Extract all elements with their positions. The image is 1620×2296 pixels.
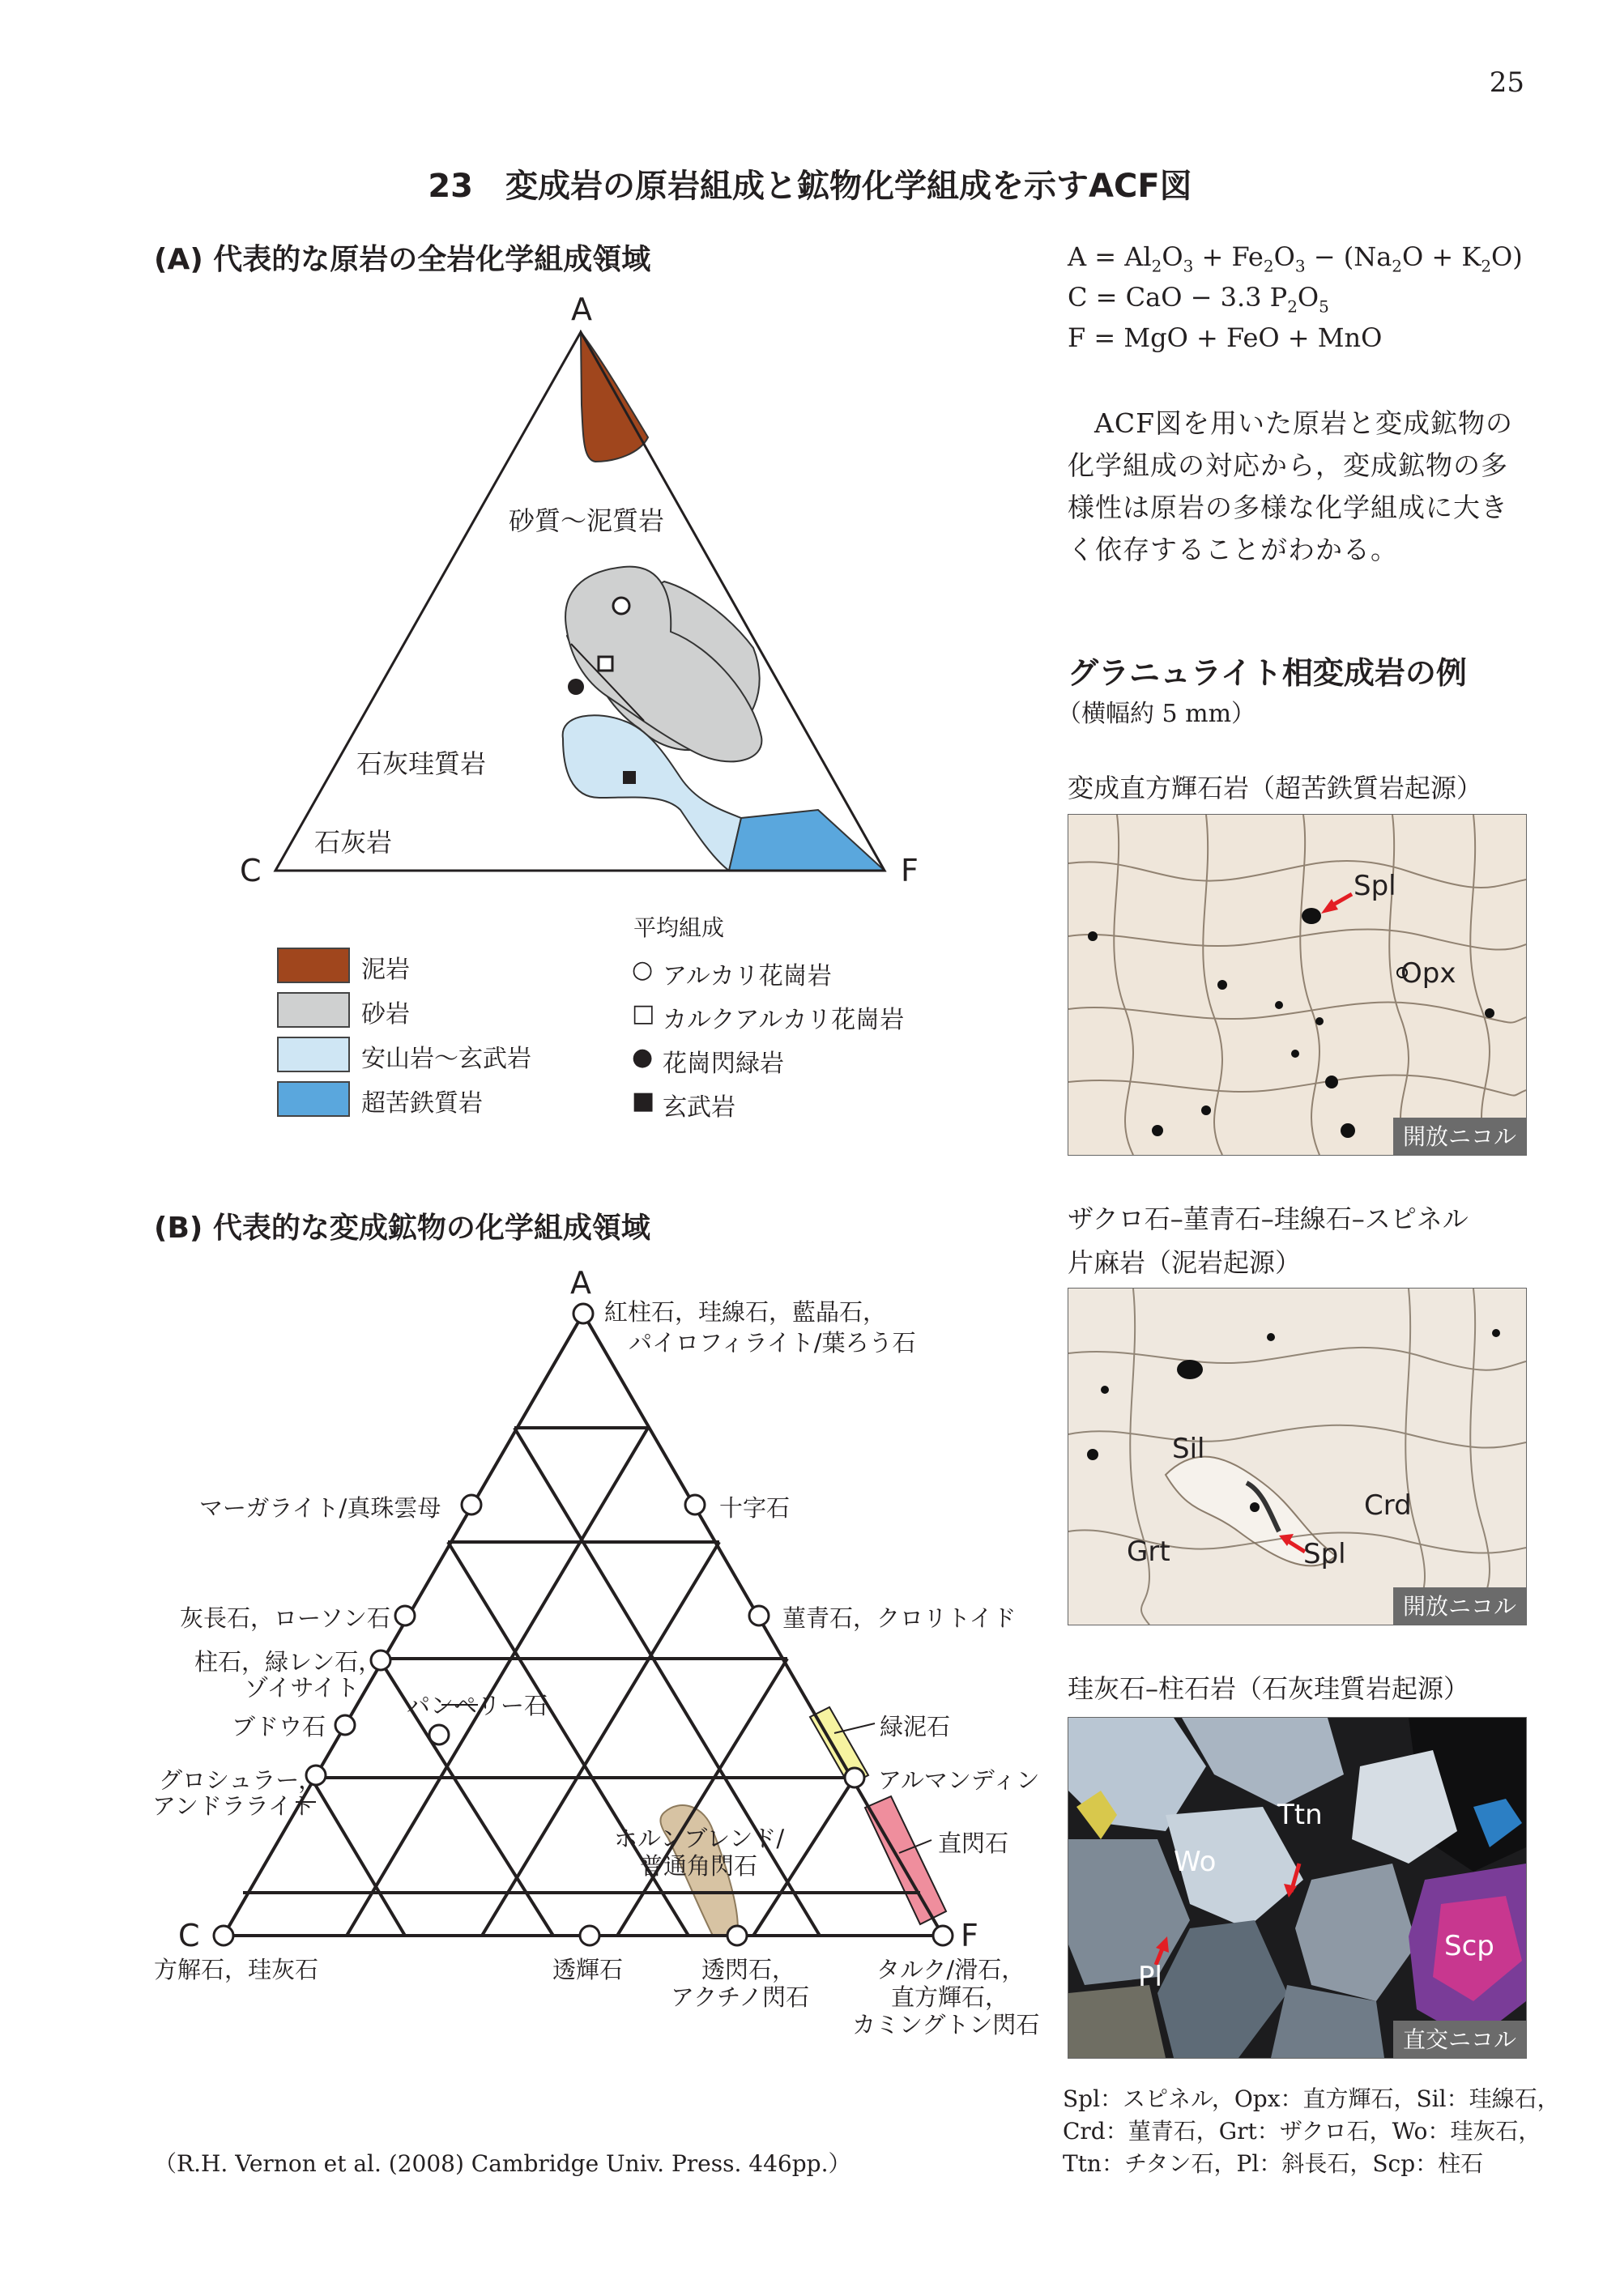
photo2-caption-line1: ザクロ石–菫青石–珪線石–スピネル (1068, 1203, 1469, 1234)
photo3-tag: 直交ニコル (1393, 2021, 1526, 2058)
mineral-hornblende-2: 普通角閃石 (640, 1852, 758, 1880)
photo2-tag: 開放ニコル (1393, 1587, 1526, 1625)
mineral-prehnite: ブドウ石 (232, 1713, 326, 1740)
abbreviation-line: Ttn：チタン石，Pl：斜長石，Scp：柱石 (1063, 2150, 1484, 2177)
granulite-heading: グラニュライト相変成岩の例 (1068, 655, 1467, 691)
mineral-grossular-1: グロシュラー， (159, 1766, 322, 1794)
average-title: 平均組成 (633, 914, 725, 941)
photo2-label-spl: Spl (1303, 1538, 1346, 1570)
average-label-1: カルクアルカリ花崗岩 (663, 1006, 905, 1034)
mineral-pumpellyite: パンペリー石 (407, 1692, 548, 1719)
mineral-almandine: アルマンディン (878, 1766, 1040, 1794)
mineral-tremolite-1: 透閃石， (701, 1956, 796, 1983)
section-a-heading: (A) 代表的な原岩の全岩化学組成領域 (154, 243, 651, 276)
abbreviations (1063, 2083, 1581, 2180)
average-symbol-1: □ (632, 999, 655, 1028)
legend-label-mudstone: 泥岩 (361, 956, 410, 984)
mineral-aluminosilicate-2: パイロフィライト/葉ろう石 (629, 1329, 916, 1357)
photo3-label-ttn: Ttn (1277, 1799, 1323, 1831)
mineral-calcite: 方解石，珪灰石 (154, 1956, 319, 1983)
legend-swatch-ultramafic (277, 1081, 350, 1117)
vertex-c-label: C (240, 853, 262, 888)
legend-label-ultramafic: 超苦鉄質岩 (361, 1089, 483, 1118)
abbreviation-line: Spl：スピネル，Opx：直方輝石，Sil：珪線石， (1063, 2085, 1560, 2112)
formula-c: C = CaO − 3.3 $P_2O_5$ (1068, 282, 1329, 317)
mineral-gedrite: 直閃石 (938, 1830, 1009, 1857)
formula-f: F = MgO + FeO + MnO (1068, 322, 1383, 353)
photo3-caption: 珪灰石–柱石岩（石灰珪質岩起源） (1068, 1673, 1470, 1704)
photo2-label-sil: Sil (1172, 1433, 1205, 1465)
mineral-aluminosilicate-1: 紅柱石，珪線石，藍晶石， (604, 1298, 887, 1326)
granodiorite-marker (568, 679, 584, 695)
gedrite-field (865, 1796, 946, 1924)
b-vertex-a-label: A (570, 1265, 591, 1301)
legend-label-andesite: 安山岩～玄武岩 (361, 1045, 531, 1073)
mineral-epidote-2: ゾイサイト (245, 1674, 360, 1702)
photo3-label-wo: Wo (1174, 1846, 1217, 1878)
mineral-diopside: 透輝石 (552, 1956, 624, 1983)
mineral-hornblende-1: ホルンブレンド/ (614, 1825, 785, 1852)
photo2-label-grt: Grt (1127, 1536, 1170, 1568)
average-symbol-0: ○ (632, 956, 654, 984)
photo-wollastonite-rock (1068, 1717, 1527, 2059)
calcalkaline-granite-marker (599, 657, 612, 671)
mineral-cordierite: 菫青石，クロリトイド (782, 1604, 1017, 1632)
average-symbol-3: ■ (632, 1087, 655, 1115)
mineral-chlorite: 緑泥石 (880, 1713, 951, 1740)
body-text: ACF図を用いた原岩と変成鉱物の化学組成の対応から，変成鉱物の多様性は原岩の多様な化学組成に大きく依存することがわかる。 (1068, 407, 1513, 565)
photo-gneiss (1068, 1288, 1527, 1625)
mineral-talc-2: 直方輝石， (891, 1983, 1009, 2011)
mineral-epidote-1: 柱石，緑レン石， (194, 1648, 382, 1676)
photo2-caption-line2: 片麻岩（泥岩起源） (1068, 1247, 1302, 1278)
reference: （R.H. Vernon et al. (2008) Cambridge Univ. Press. 446pp.） (154, 2150, 851, 2177)
page-number: 25 (1489, 66, 1524, 99)
page-title: 23 変成岩の原岩組成と鉱物化学組成を示すACF図 (428, 168, 1192, 205)
vertex-f-label: F (901, 853, 919, 888)
average-label-3: 玄武岩 (663, 1093, 735, 1122)
average-label-2: 花崗閃緑岩 (663, 1050, 784, 1078)
mineral-talc-1: タルク/滑石， (876, 1956, 1025, 1983)
granulite-width-note: （横幅約 5 mm） (1057, 700, 1256, 728)
photo-opx-rock (1068, 814, 1527, 1156)
field-label-limestone: 石灰岩 (314, 827, 393, 858)
acf-diagram-a (227, 292, 923, 907)
photo3-label-scp: Scp (1444, 1930, 1494, 1962)
mineral-tremolite-2: アクチノ閃石 (671, 1983, 810, 2011)
legend-swatch-andesite (277, 1037, 350, 1072)
b-vertex-c-label: C (178, 1918, 200, 1953)
basalt-marker (623, 771, 636, 784)
photo3-label-pl: Pl (1138, 1961, 1162, 1993)
average-label-0: アルカリ花崗岩 (663, 962, 832, 990)
mineral-talc-3: カミングトン閃石 (852, 2011, 1040, 2038)
photo1-tag: 開放ニコル (1393, 1118, 1526, 1155)
vertex-a-label: A (571, 292, 592, 327)
legend-swatch-sandstone (277, 992, 350, 1028)
average-symbol-2: ● (632, 1043, 654, 1071)
photo1-label-opx: Opx (1400, 957, 1456, 990)
mineral-grossular-2: アンドラライト (152, 1792, 315, 1820)
alkali-granite-marker (613, 598, 629, 614)
formula-a: $A = Al_2O_3 + Fe_2O_3 - (Na_2O + K_2O)$ (1068, 241, 1523, 276)
photo2-label-crd: Crd (1364, 1489, 1412, 1522)
photo1-caption: 変成直方輝石岩（超苦鉄質岩起源） (1068, 773, 1483, 803)
abbreviation-line: Crd：菫青石，Grt：ザクロ石，Wo：珪灰石， (1063, 2118, 1541, 2145)
ultramafic-field (729, 810, 885, 871)
legend-label-sandstone: 砂岩 (361, 1000, 410, 1029)
photo1-label-spl: Spl (1354, 870, 1396, 902)
field-label-calc-silicate: 石灰珪質岩 (356, 748, 487, 779)
field-label-sand-mud: 砂質～泥質岩 (509, 505, 665, 536)
mineral-staurolite: 十字石 (719, 1494, 791, 1522)
mineral-anorthite: 灰長石，ローソン石 (180, 1604, 390, 1632)
section-b-heading: (B) 代表的な変成鉱物の化学組成領域 (154, 1212, 650, 1245)
b-vertex-f-label: F (961, 1918, 978, 1953)
mineral-margarite: マーガライト/真珠雲母 (199, 1494, 441, 1522)
legend-swatch-mudstone (277, 948, 350, 983)
